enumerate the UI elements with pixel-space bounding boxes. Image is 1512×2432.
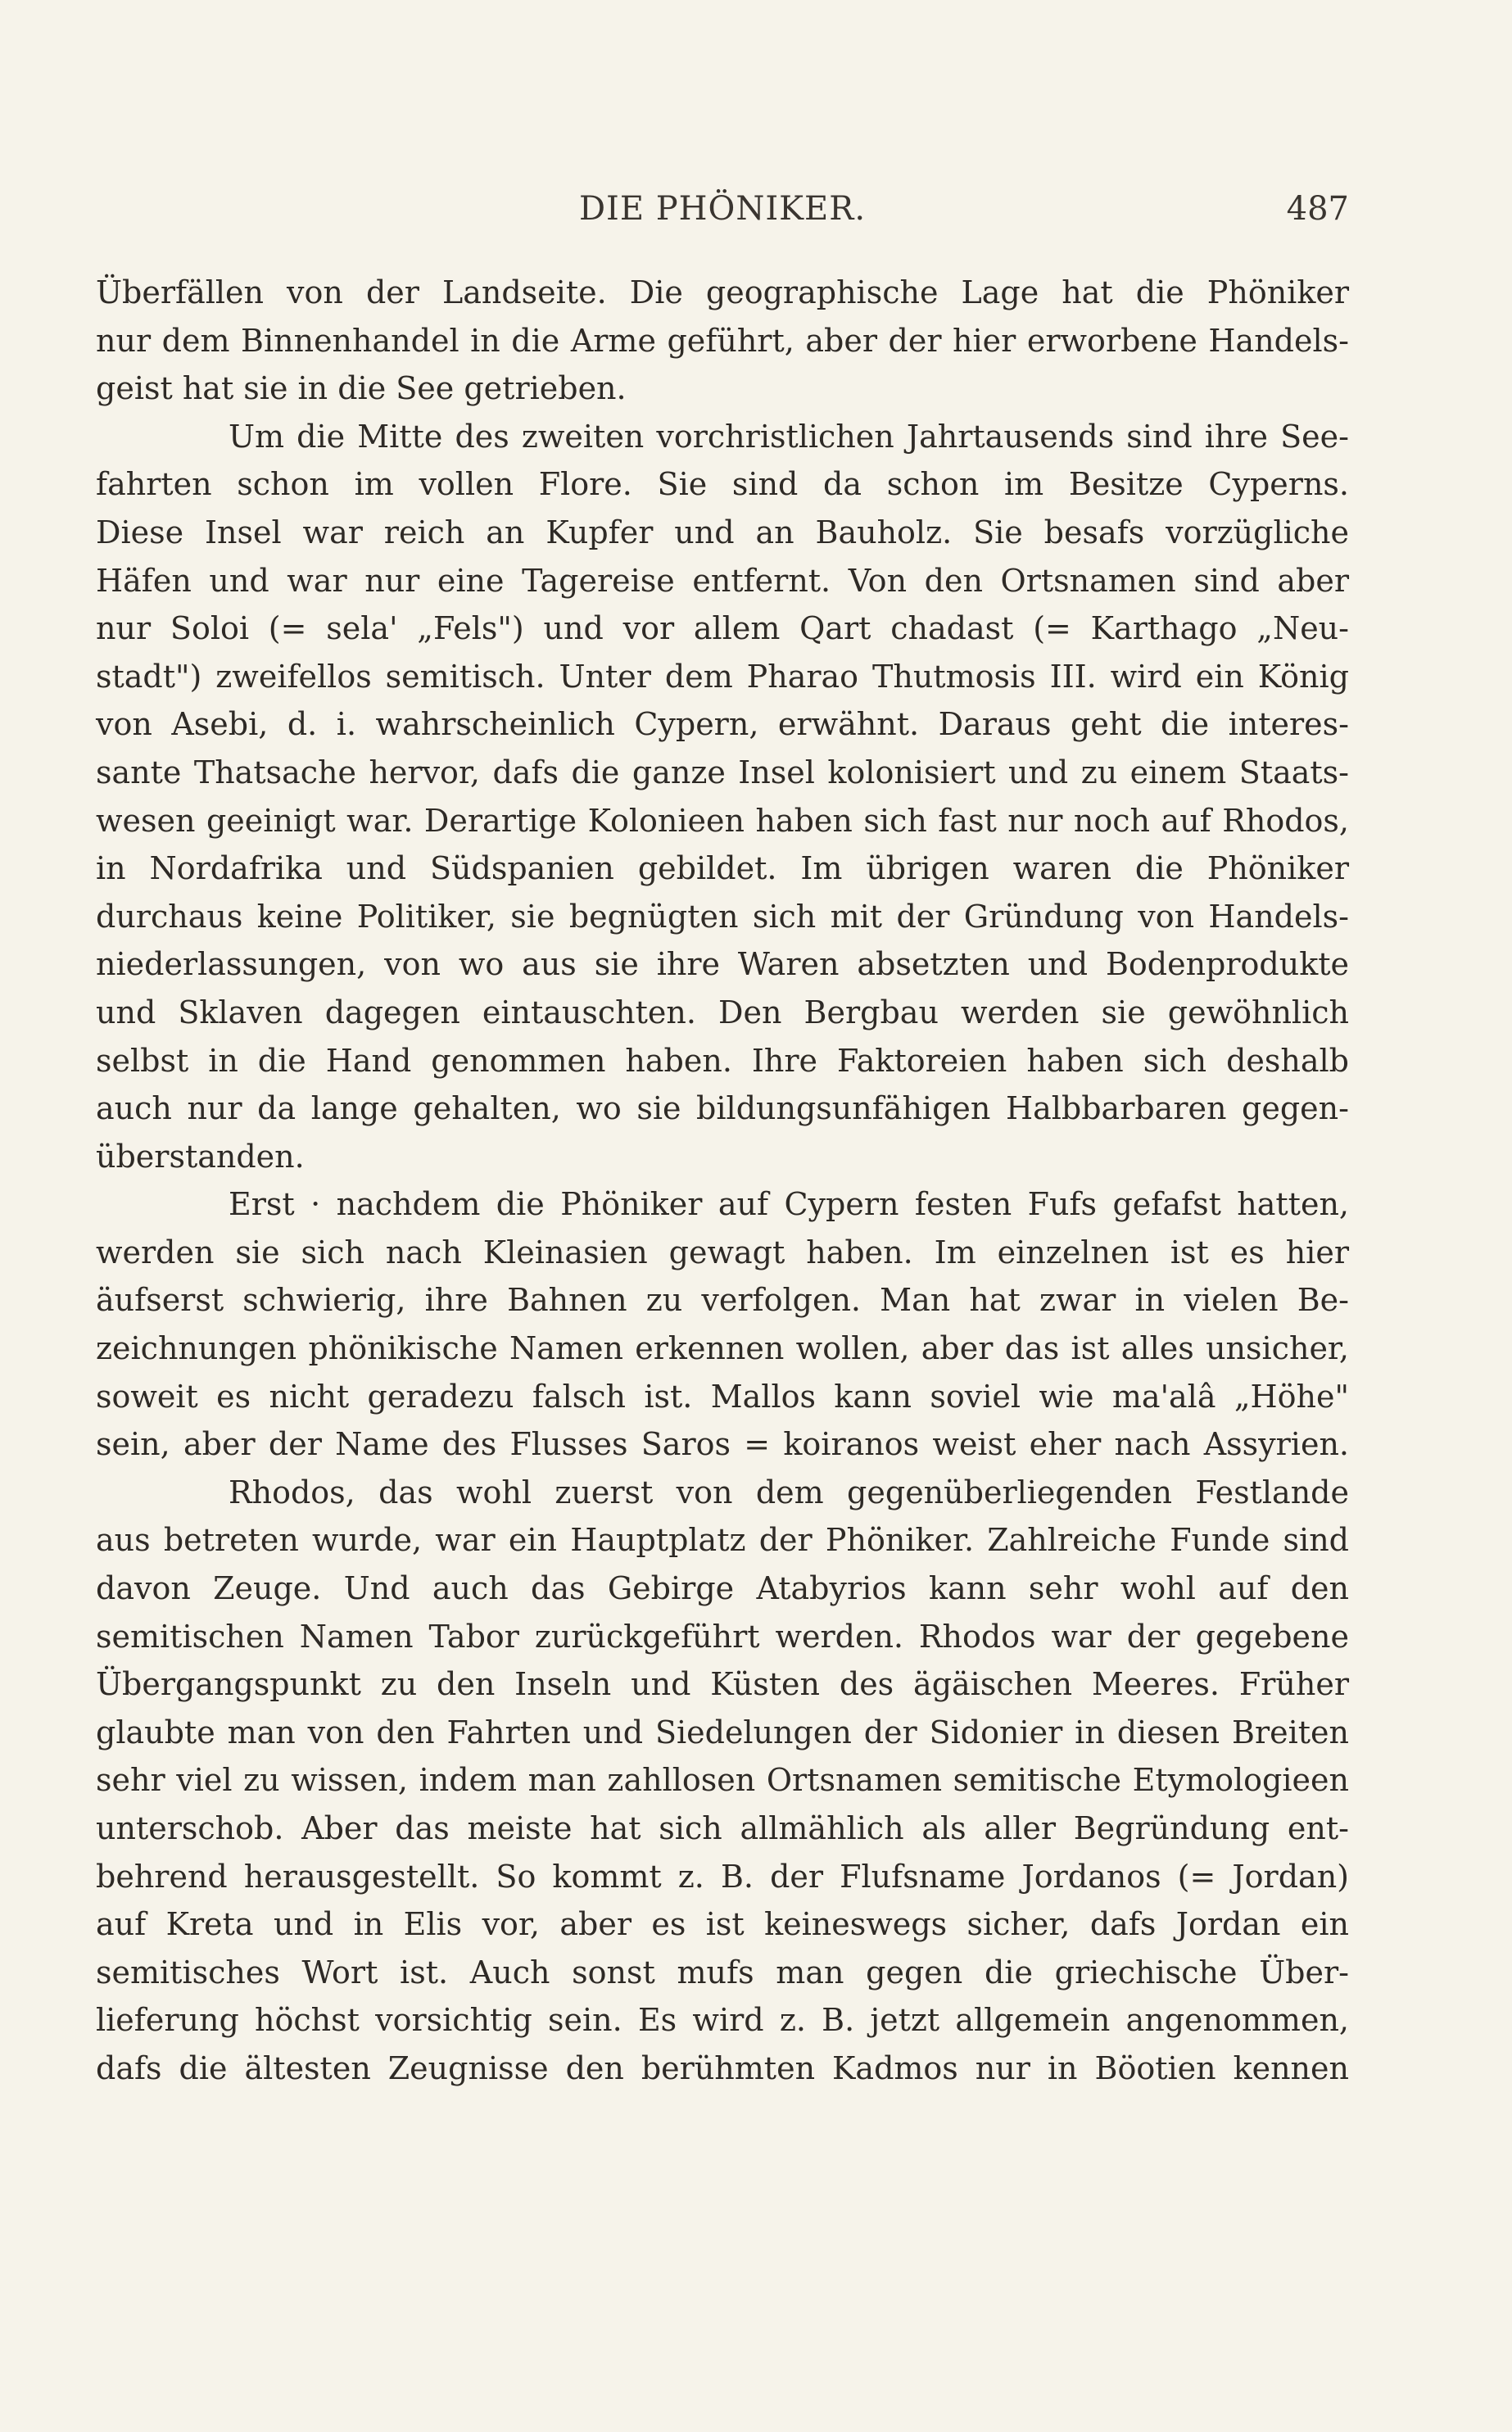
text-line: wesen geeinigt war. Derartige Kolonieen haben sich fast nur noch auf Rhodos, (96, 802, 1349, 839)
text-line: semitisches Wort ist. Auch sonst mufs man gegen die griechische Über- (96, 1954, 1349, 1990)
text-line: davon Zeuge. Und auch das Gebirge Atabyrios kann sehr wohl auf den (96, 1570, 1349, 1607)
text-line: niederlassungen, von wo aus sie ihre Waren absetzten und Bodenprodukte (96, 946, 1349, 983)
text-line: Übergangspunkt zu den Inseln und Küsten des ägäischen Meeres. Früher (96, 1666, 1349, 1703)
running-head (96, 190, 1349, 239)
running-title: DIE PHÖNIKER. (578, 190, 867, 228)
text-line: und Sklaven dagegen eintauschten. Den Bergbau werden sie gewöhnlich (96, 994, 1349, 1030)
text-line: glaubte man von den Fahrten und Siedelungen der Sidonier in diesen Breiten (96, 1714, 1349, 1750)
text-line: zeichnungen phönikische Namen erkennen wollen, aber das ist alles unsicher, (96, 1330, 1349, 1367)
text-line: stadt") zweifellos semitisch. Unter dem Pharao Thutmosis III. wird ein König (96, 658, 1349, 695)
text-line: unterschob. Aber das meiste hat sich allmählich als aller Begründung ent- (96, 1810, 1349, 1846)
text-line: überstanden. (96, 1138, 305, 1175)
text-line: fahrten schon im vollen Flore. Sie sind da schon im Besitze Cyperns. (96, 466, 1349, 503)
text-line: geist hat sie in die See getrieben. (96, 370, 627, 407)
text-line: Häfen und war nur eine Tagereise entfernt. Von den Ortsnamen sind aber (96, 562, 1349, 599)
text-line: behrend herausgestellt. So kommt z. B. der Flufsname Jordanos (= Jordan) (96, 1858, 1349, 1895)
text-line: werden sie sich nach Kleinasien gewagt haben. Im einzelnen ist es hier (96, 1234, 1349, 1270)
text-line: in Nordafrika und Südspanien gebildet. Im übrigen waren die Phöniker (96, 850, 1349, 887)
text-line: sein, aber der Name des Flusses Saros = koiranos weist eher nach Assyrien. (96, 1426, 1349, 1463)
text-line: von Asebi, d. i. wahrscheinlich Cypern, erwähnt. Daraus geht die interes- (96, 706, 1349, 743)
text-line: durchaus keine Politiker, sie begnügten sich mit der Gründung von Handels- (96, 898, 1349, 935)
text-line: sante Thatsache hervor, dafs die ganze Insel kolonisiert und zu einem Staats- (96, 754, 1349, 790)
text-line: sehr viel zu wissen, indem man zahllosen Ortsnamen semitische Etymologieen (96, 1762, 1349, 1799)
page-number: 487 (1286, 190, 1349, 228)
text-line: soweit es nicht geradezu falsch ist. Mallos kann soviel wie ma'alâ „Höhe" (96, 1378, 1349, 1415)
text-line: äufserst schwierig, ihre Bahnen zu verfolgen. Man hat zwar in vielen Be- (96, 1282, 1349, 1319)
text-line: semitischen Namen Tabor zurückgeführt werden. Rhodos war der gegebene (96, 1618, 1349, 1655)
text-line: lieferung höchst vorsichtig sein. Es wird z. B. jetzt allgemein angenommen, (96, 2002, 1349, 2039)
text-line: Rhodos, das wohl zuerst von dem gegenüberliegenden Festlande (229, 1474, 1349, 1510)
text-line: dafs die ältesten Zeugnisse den berühmten Kadmos nur in Böotien kennen (96, 2049, 1349, 2086)
text-line: Diese Insel war reich an Kupfer und an Bauholz. Sie besafs vorzügliche (96, 514, 1349, 550)
text-line: auf Kreta und in Elis vor, aber es ist keineswegs sicher, dafs Jordan ein (96, 1906, 1349, 1943)
text-line: nur Soloi (= sela' „Fels") und vor allem Qart chadast (= Karthago „Neu- (96, 610, 1349, 647)
text-line: auch nur da lange gehalten, wo sie bildungsunfähigen Halbbarbaren gegen- (96, 1090, 1349, 1127)
body-text (96, 269, 1349, 2093)
text-line: Um die Mitte des zweiten vorchristlichen Jahrtausends sind ihre See- (229, 418, 1349, 455)
text-line: nur dem Binnenhandel in die Arme geführt, aber der hier erworbene Handels- (96, 322, 1349, 359)
text-line: Überfällen von der Landseite. Die geographische Lage hat die Phöniker (96, 274, 1349, 310)
text-line: Erst · nachdem die Phöniker auf Cypern festen Fufs gefafst hatten, (229, 1186, 1349, 1223)
text-line: selbst in die Hand genommen haben. Ihre Faktoreien haben sich deshalb (96, 1042, 1349, 1079)
text-line: aus betreten wurde, war ein Hauptplatz der Phöniker. Zahlreiche Funde sind (96, 1522, 1349, 1559)
